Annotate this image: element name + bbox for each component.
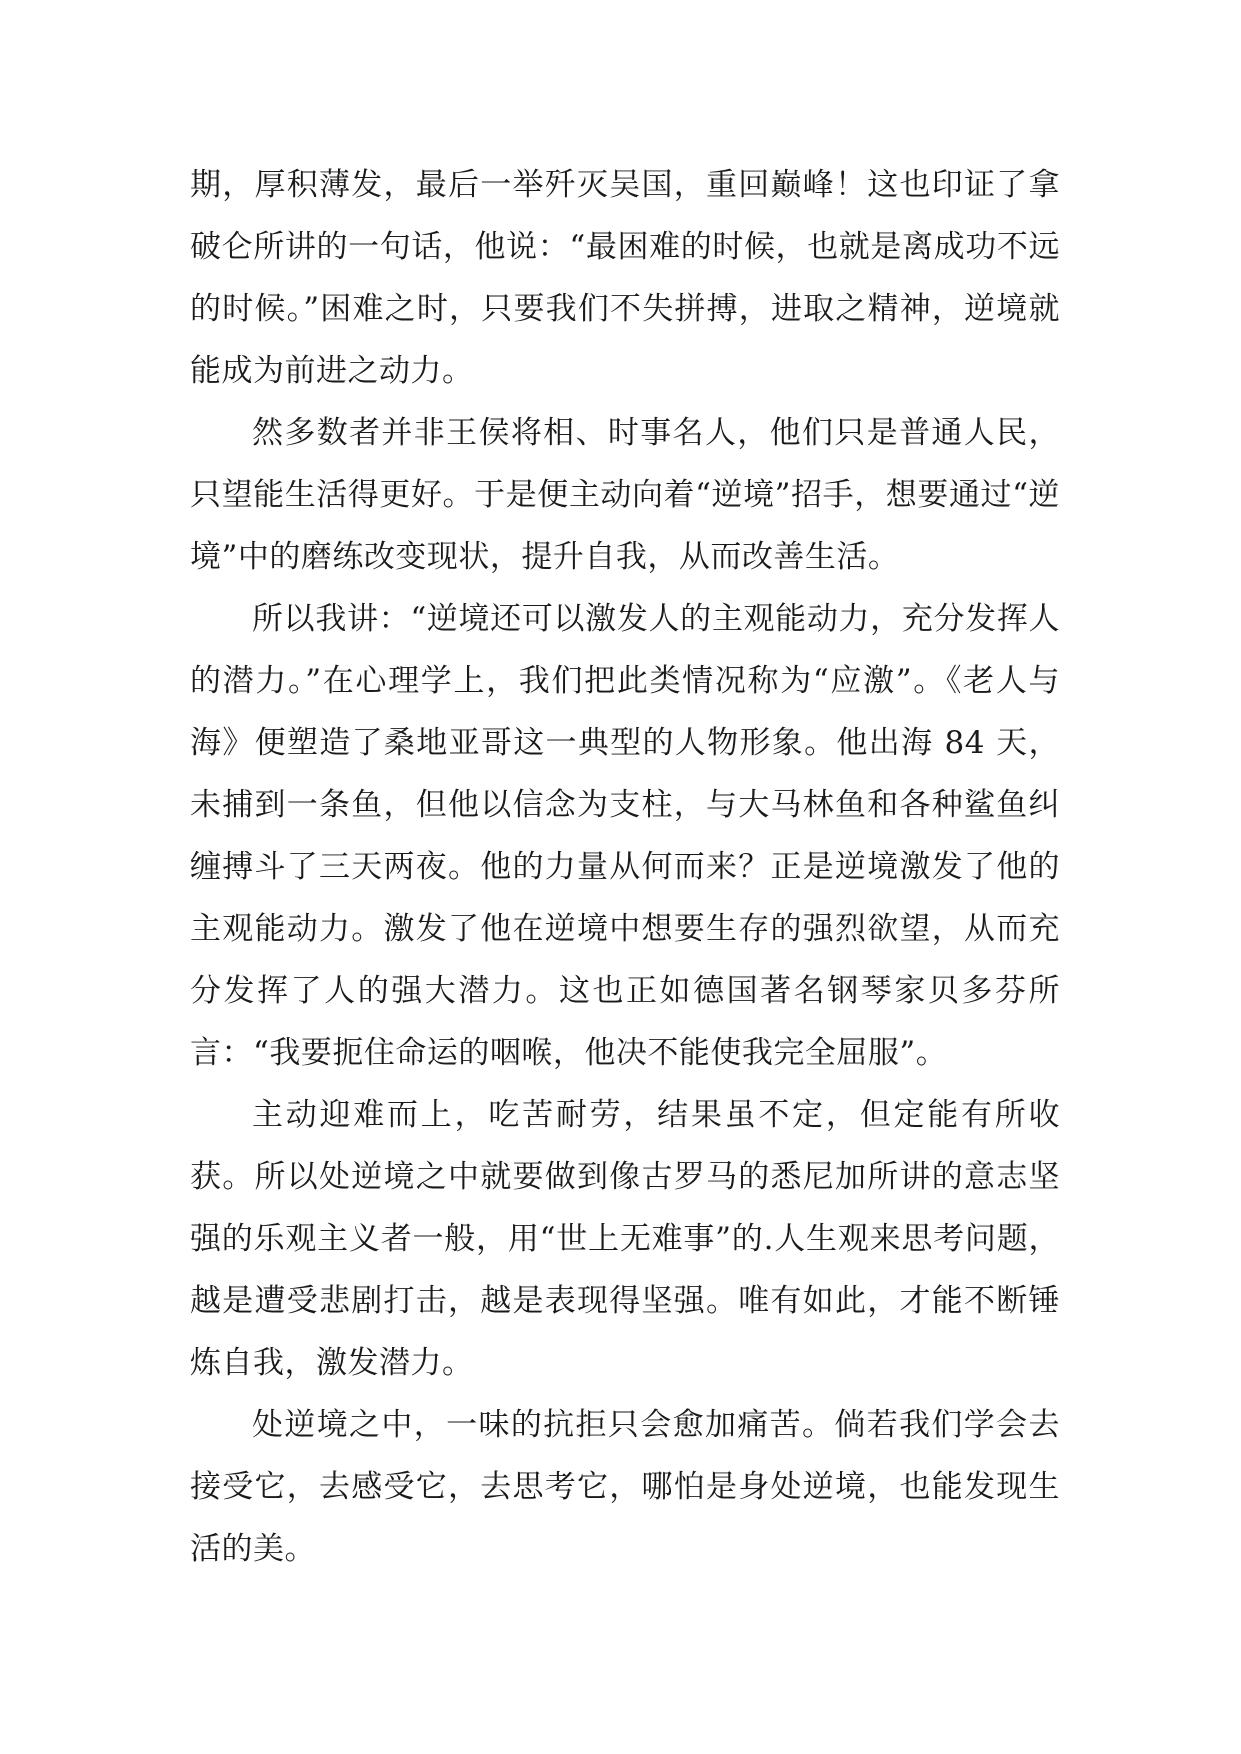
- essay-body: [190, 154, 1060, 1580]
- paragraph-continued: 期，厚积薄发，最后一举歼灭吴国，重回巅峰！这也印证了拿破仑所讲的一句话，他说：“最困难的时候，也就是离成功不远的时候。”困难之时，只要我们不失拼搏，进取之精神，逆境就能成为前进之动力。: [190, 167, 1060, 389]
- paragraph: 然多数者并非王侯将相、时事名人，他们只是普通人民，只望能生活得更好。于是便主动向着“逆境”招手，想要通过“逆境”中的磨练改变现状，提升自我，从而改善生活。: [190, 415, 1060, 575]
- paragraph: 主动迎难而上，吃苦耐劳，结果虽不定，但定能有所收获。所以处逆境之中就要做到像古罗马的悉尼加所讲的意志坚强的乐观主义者一般，用“世上无难事”的.人生观来思考问题，越是遭受悲剧打击，越是表现得坚强。唯有如此，才能不断锤炼自我，激发潜力。: [190, 1097, 1060, 1381]
- paragraph: 所以我讲：“逆境还可以激发人的主观能动力，充分发挥人的潜力。”在心理学上，我们把此类情况称为“应激”。《老人与海》便塑造了桑地亚哥这一典型的人物形象。他出海 84 天，未捕到一条鱼，但他以信念为支柱，与大马林鱼和各种鲨鱼纠缠搏斗了三天两夜。他的力量从何而来？正是逆境激发了他的主观能动力。激发了他在逆境中想要生存的强烈欲望，从而充分发挥了人的强大潜力。这也正如德国著名钢琴家贝多芬所言：“我要扼住命运的咽喉，他决不能使我完全屈服”。: [190, 601, 1060, 1071]
- paragraph: 处逆境之中，一味的抗拒只会愈加痛苦。倘若我们学会去接受它，去感受它，去思考它，哪怕是身处逆境，也能发现生活的美。: [190, 1407, 1060, 1567]
